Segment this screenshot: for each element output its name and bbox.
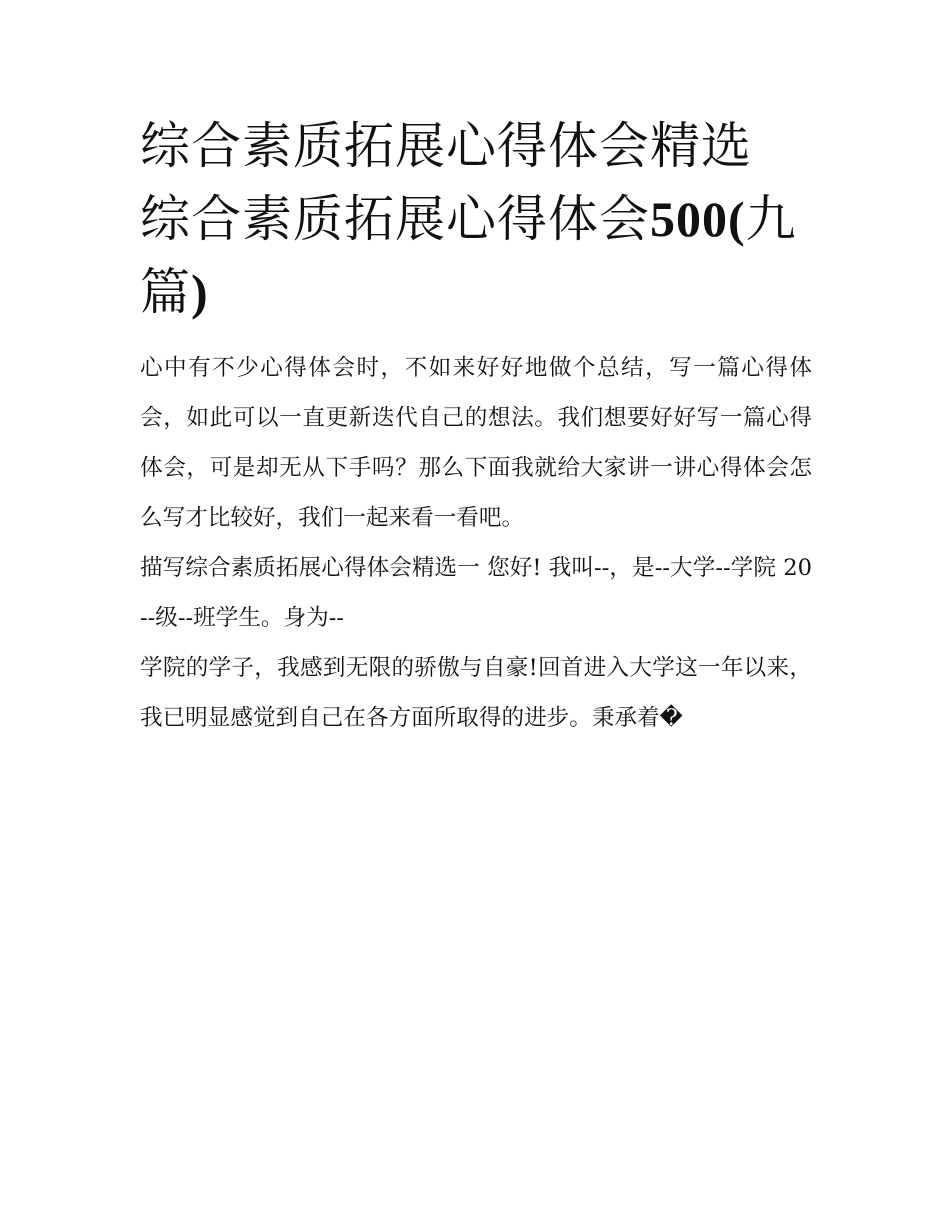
title-text-part1: 综合素质拓展心得体会精选 综合素质拓展心得体会 (140, 117, 752, 248)
title-number: 500( (650, 191, 746, 247)
body-paragraph-2: 学院的学子，我感到无限的骄傲与自豪!回首进入大学这一年以来，我已明显感觉到自己在各方面所取得的进步。秉承着� (140, 655, 812, 731)
body-paragraph-1: 描写综合素质拓展心得体会精选一 您好! 我叫--，是--大学--学院 20--级--班学生。身为-- (140, 555, 812, 631)
title-closing-paren: ) (191, 264, 209, 320)
document-title (140, 110, 812, 329)
title-text-part2: 九篇 (140, 190, 797, 321)
intro-paragraph: 心中有不少心得体会时，不如来好好地做个总结，写一篇心得体会，如此可以一直更新迭代自己的想法。我们想要好好写一篇心得体会，可是却无从下手吗？那么下面我就给大家讲一讲心得体会怎么写才比较好，我们一起来看一看吧。 (140, 355, 812, 531)
document-page (140, 110, 812, 743)
